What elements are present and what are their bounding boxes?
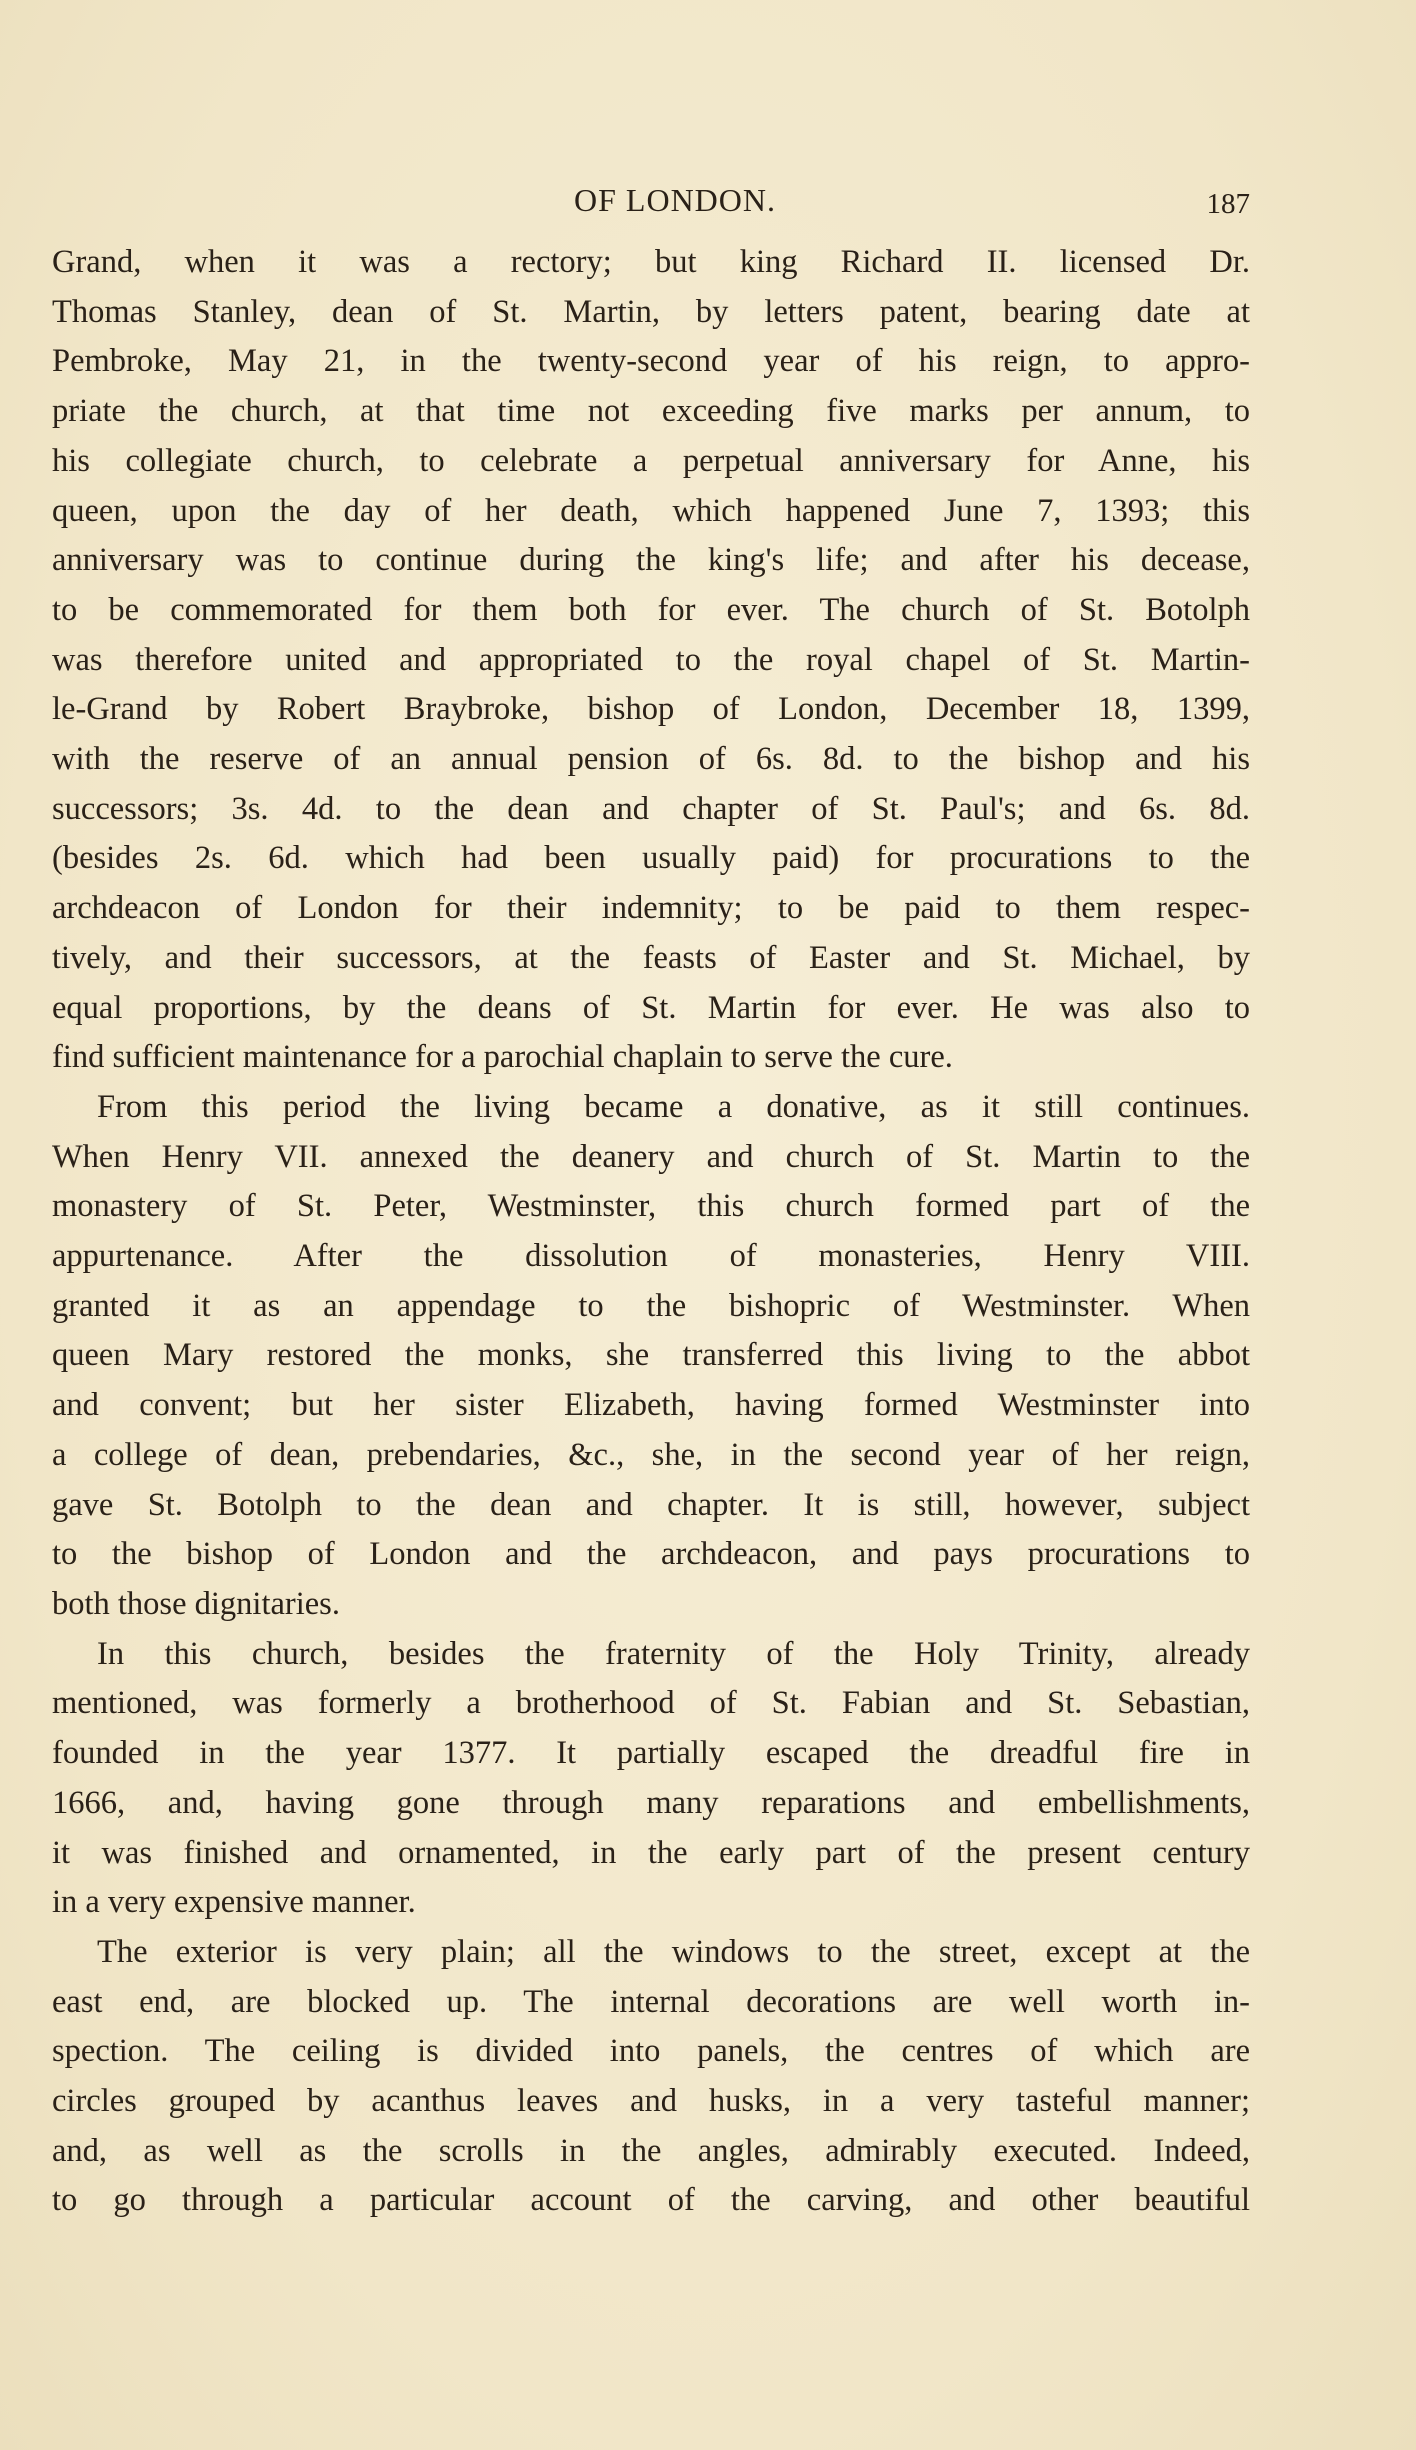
text-line: 1666, and, having gone through many reparations and embellishments, [52, 1784, 1250, 1821]
text-line: Thomas Stanley, dean of St. Martin, by letters patent, bearing date at [52, 293, 1250, 330]
text-line: Grand, when it was a rectory; but king Richard II. licensed Dr. [52, 244, 1250, 280]
text-line: a college of dean, prebendaries, &c., she, in the second year of her reign, [52, 1436, 1250, 1473]
text-line: spection. The ceiling is divided into panels, the centres of which are [52, 2033, 1250, 2070]
text-line: Pembroke, May 21, in the twenty-second year of his reign, to appro- [52, 343, 1250, 380]
text-line: successors; 3s. 4d. to the dean and chapter of St. Paul's; and 6s. 8d. [52, 790, 1250, 827]
text-line: to be commemorated for them both for ever. The church of St. Botolph [52, 591, 1250, 628]
text-line: equal proportions, by the deans of St. Martin for ever. He was also to [52, 989, 1250, 1026]
paragraph [52, 1928, 1250, 2226]
text-line: to go through a particular account of the carving, and other beautiful [52, 2182, 1250, 2219]
paragraph [52, 238, 1250, 1083]
text-line: In this church, besides the fraternity of the Holy Trinity, already [97, 1635, 1250, 1672]
body-text [52, 238, 1250, 2226]
text-line: it was finished and ornamented, in the early part of the present century [52, 1834, 1250, 1871]
text-line: in a very expensive manner. [52, 1884, 416, 1921]
text-line: gave St. Botolph to the dean and chapter. It is still, however, subject [52, 1486, 1250, 1523]
text-line: circles grouped by acanthus leaves and husks, in a very tasteful manner; [52, 2083, 1250, 2120]
text-line: When Henry VII. annexed the deanery and church of St. Martin to the [52, 1138, 1250, 1175]
text-line: (besides 2s. 6d. which had been usually paid) for procurations to the [52, 840, 1250, 877]
text-line: From this period the living became a donative, as it still continues. [97, 1088, 1250, 1125]
text-line: mentioned, was formerly a brotherhood of St. Fabian and St. Sebastian, [52, 1685, 1250, 1722]
text-line: and convent; but her sister Elizabeth, having formed Westminster into [52, 1387, 1250, 1424]
text-line: east end, are blocked up. The internal decorations are well worth in- [52, 1983, 1250, 2020]
text-line: archdeacon of London for their indemnity; to be paid to them respec- [52, 890, 1250, 927]
text-line: granted it as an appendage to the bishopric of Westminster. When [52, 1287, 1250, 1324]
running-title: OF LONDON. [574, 182, 776, 218]
text-line: priate the church, at that time not exceeding five marks per annum, to [52, 393, 1250, 430]
text-line: The exterior is very plain; all the windows to the street, except at the [97, 1933, 1250, 1970]
text-line: queen Mary restored the monks, she transferred this living to the abbot [52, 1337, 1250, 1374]
text-line: tively, and their successors, at the feasts of Easter and St. Michael, by [52, 939, 1250, 976]
text-line: queen, upon the day of her death, which happened June 7, 1393; this [52, 492, 1250, 529]
paragraph [52, 1630, 1250, 1928]
text-line: le-Grand by Robert Braybroke, bishop of London, December 18, 1399, [52, 691, 1250, 728]
text-line: was therefore united and appropriated to the royal chapel of St. Martin- [52, 641, 1250, 678]
paragraph [52, 1083, 1250, 1630]
text-line: appurtenance. After the dissolution of monasteries, Henry VIII. [52, 1238, 1250, 1275]
text-line: both those dignitaries. [52, 1585, 340, 1622]
text-line: anniversary was to continue during the king's life; and after his decease, [52, 542, 1250, 579]
text-line: find sufficient maintenance for a parochial chaplain to serve the cure. [52, 1039, 953, 1076]
text-line: and, as well as the scrolls in the angles, admirably executed. Indeed, [52, 2132, 1250, 2169]
text-line: his collegiate church, to celebrate a perpetual anniversary for Anne, his [52, 442, 1250, 479]
text-line: to the bishop of London and the archdeacon, and pays procurations to [52, 1536, 1250, 1573]
text-line: with the reserve of an annual pension of 6s. 8d. to the bishop and his [52, 741, 1250, 778]
running-head [100, 180, 1250, 220]
page-number: 187 [1206, 188, 1250, 220]
text-line: founded in the year 1377. It partially escaped the dreadful fire in [52, 1735, 1250, 1772]
text-line: monastery of St. Peter, Westminster, this church formed part of the [52, 1188, 1250, 1225]
